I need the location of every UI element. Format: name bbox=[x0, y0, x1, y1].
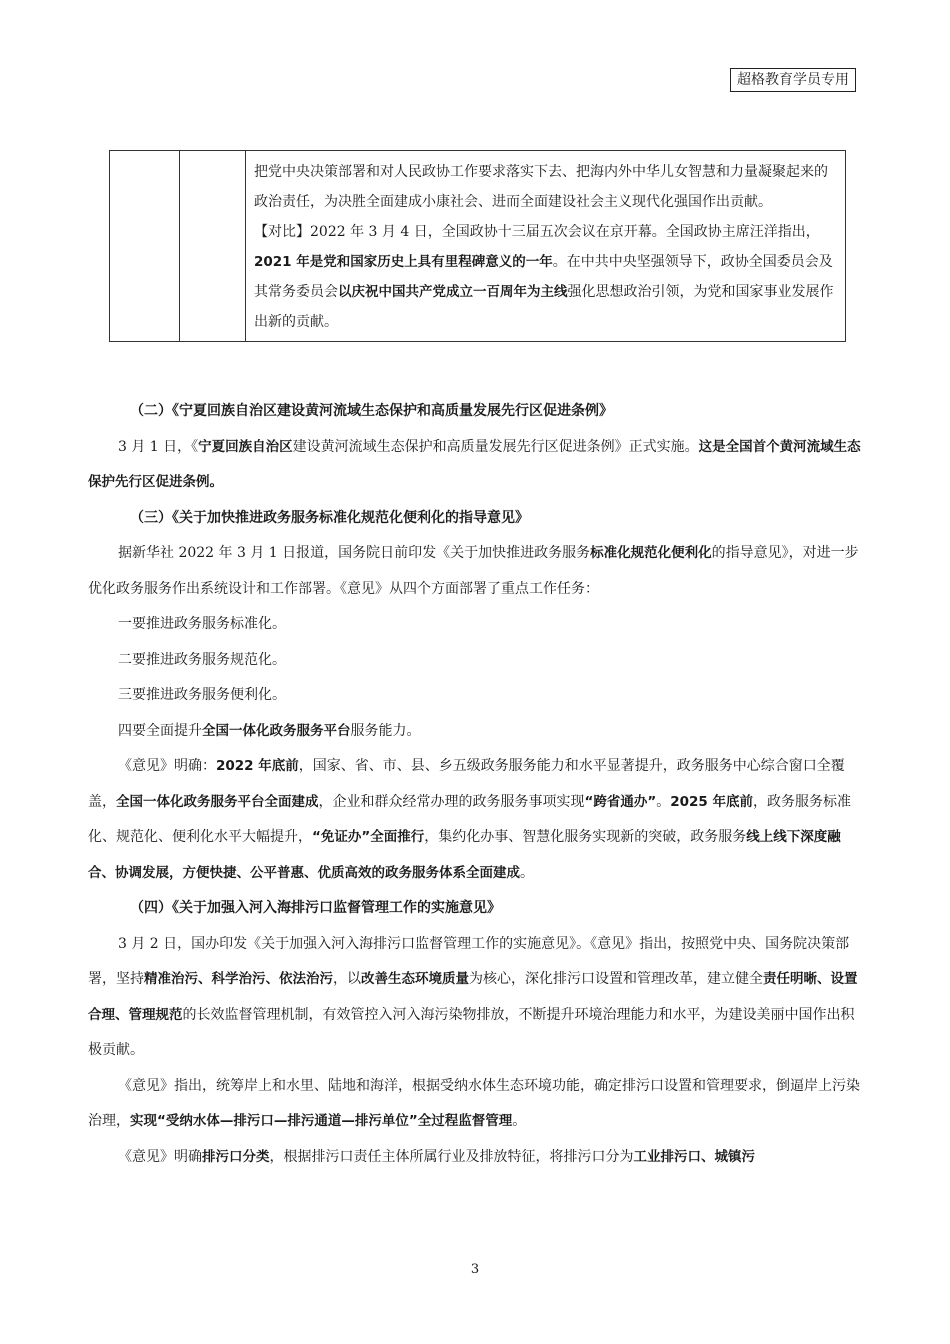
main-content bbox=[88, 394, 862, 1175]
text: ，集约化办事、智慧化服务实现新的突破，政务服务 bbox=[424, 829, 747, 845]
bold-text: 精准治污、科学治污、依法治污 bbox=[144, 971, 333, 987]
text: 四要全面提升 bbox=[118, 722, 202, 739]
paragraph bbox=[88, 1069, 862, 1140]
text: 3 月 1 日，《 bbox=[118, 438, 199, 455]
paragraph bbox=[88, 536, 862, 607]
text: 强化思想政治引领，为党和国家事业发展作出新的贡献。 bbox=[254, 284, 834, 330]
text: ，根据排污口责任主体所属行业及排放特征，将排污口分为 bbox=[269, 1148, 634, 1165]
bold-text: 宁夏回族自治区 bbox=[198, 438, 293, 455]
text: 【对比】2022 年 3 月 4 日，全国政协十三届五次会议在京开幕。全国政协主席汪洋指出， bbox=[254, 224, 820, 240]
text: 为核心，深化排污口设置和管理改革，建立健全 bbox=[469, 971, 763, 987]
text: 《意见》明确： bbox=[118, 758, 216, 774]
table-paragraph-2 bbox=[254, 217, 838, 337]
text: 。 bbox=[512, 1113, 527, 1129]
table-paragraph-1: 把党中央决策部署和对人民政协工作要求落实下去、把海内外中华儿女智慧和力量凝聚起来的政治责任，为决胜全面建成小康社会、进而全面建设社会主义现代化强国作出贡献。 bbox=[254, 164, 828, 210]
text: 建设黄河流域生态保护和高质量发展先行区促进条例》正式实施。 bbox=[292, 438, 699, 455]
text: 据新华社 2022 年 3 月 1 日报道，国务院日前印发《关于加快推进政务服务 bbox=[118, 545, 591, 561]
bold-text: 实现“受纳水体—排污口—排污通道—排污单位”全过程监督管理 bbox=[130, 1113, 513, 1129]
text: 的长效监督管理机制，有效管控入河入海污染物排放，不断提升环境治理能力和水平，为建设美丽中国作出积极贡献。 bbox=[88, 1006, 855, 1058]
bold-text: 责任明晰、设置合理、管理规范 bbox=[88, 971, 858, 1023]
header-tag: 超格教育学员专用 bbox=[730, 68, 856, 92]
text: 3 月 2 日，国办印发《关于加强入河入海排污口监督管理工作的实施意见》。《意见》指出，按照党中央、国务院决策部署，坚持 bbox=[88, 935, 850, 987]
table-cell-empty-2 bbox=[180, 151, 246, 342]
table-cell-empty-1 bbox=[110, 151, 180, 342]
text: 的指导意见》，对进一步优化政务服务作出系统设计和工作部署。《意见》从四个方面部署了重点工作任务： bbox=[88, 545, 859, 597]
bold-text: 标准化规范化便利化 bbox=[590, 545, 712, 561]
section-heading-3: （三）《关于加快推进政务服务标准化规范化便利化的指导意见》 bbox=[130, 509, 529, 526]
bold-text: 全国一体化政务服务平台全面建成 bbox=[116, 793, 319, 810]
bold-text: “跨省通办” bbox=[584, 793, 657, 810]
list-item: 一要推进政务服务标准化。 bbox=[118, 616, 286, 632]
bold-text: 线上线下深度融合、协调发展，方便快捷、公平普惠、优质高效的政务服务体系全面建成 bbox=[88, 829, 841, 881]
paragraph bbox=[88, 749, 862, 891]
text: 。 bbox=[656, 793, 671, 810]
table-cell-content bbox=[246, 151, 846, 342]
page-number: 3 bbox=[470, 1262, 480, 1277]
list-item: 三要推进政务服务便利化。 bbox=[118, 687, 286, 703]
bold-text: 2025 年底前 bbox=[670, 793, 754, 810]
bold-text: 以庆祝中国共产党成立一百周年为主线 bbox=[338, 284, 568, 300]
section-heading-2: （二）《宁夏回族自治区建设黄河流域生态保护和高质量发展先行区促进条例》 bbox=[130, 403, 613, 419]
text: ，政务服务标准化、规范化、便利化水平大幅提升， bbox=[88, 793, 852, 845]
bold-text: 这是全国首个黄河流域生态保护先行区促进条例。 bbox=[88, 438, 861, 490]
list-item bbox=[88, 714, 862, 750]
bold-text: 改善生态环境质量 bbox=[361, 971, 469, 987]
list-item: 二要推进政务服务规范化。 bbox=[118, 651, 286, 668]
bold-text: 工业排污口、城镇污 bbox=[633, 1148, 755, 1165]
text: 《意见》指出，统筹岸上和水里、陆地和海洋，根据受纳水体生态环境功能，确定排污口设置和管理要求，倒逼岸上污染治理， bbox=[88, 1077, 860, 1129]
text: ，国家、省、市、县、乡五级政务服务能力和水平显著提升，政务服务中心综合窗口全覆盖， bbox=[88, 758, 845, 810]
text: 《意见》明确 bbox=[118, 1148, 202, 1165]
bold-text: 2022 年底前 bbox=[216, 758, 299, 774]
text: 。 bbox=[520, 864, 534, 881]
bold-text: 排污口分类 bbox=[202, 1148, 270, 1165]
continuation-table bbox=[109, 150, 846, 342]
text: ，企业和群众经常办理的政务服务事项实现 bbox=[318, 793, 585, 810]
bold-text: 2021 年是党和国家历史上具有里程碑意义的一年 bbox=[254, 254, 553, 270]
paragraph bbox=[88, 430, 862, 501]
bold-text: “免证办”全面推行 bbox=[312, 829, 425, 845]
text: 。在中共中央坚强领导下，政协全国委员会及其常务委员会 bbox=[254, 254, 833, 300]
text: 服务能力。 bbox=[350, 722, 421, 739]
table-row bbox=[110, 151, 846, 342]
bold-text: 全国一体化政务服务平台 bbox=[202, 722, 351, 739]
text: ，以 bbox=[333, 971, 361, 987]
section-heading-4: （四）《关于加强入河入海排污口监督管理工作的实施意见》 bbox=[130, 900, 501, 916]
paragraph bbox=[88, 927, 862, 1069]
paragraph bbox=[88, 1140, 862, 1176]
